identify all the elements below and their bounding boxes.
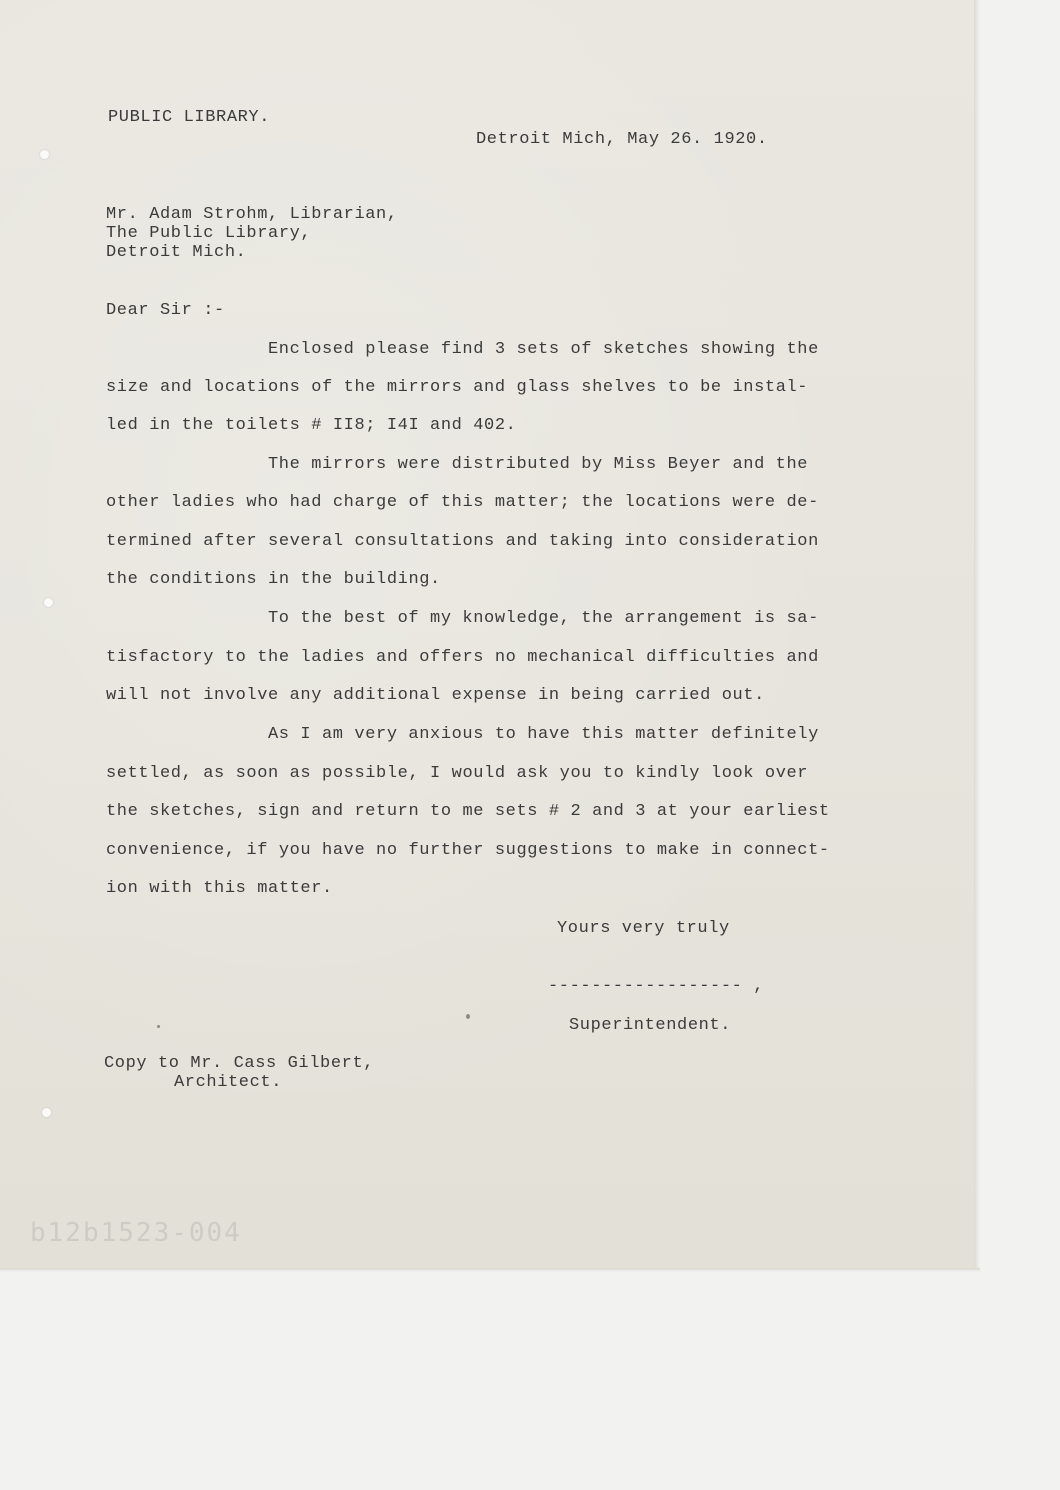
recipient-line: The Public Library, <box>106 224 312 243</box>
body-line: tisfactory to the ladies and offers no mechanical difficulties and <box>106 648 819 667</box>
copy-to-line: Architect. <box>174 1073 283 1092</box>
body-line: will not involve any additional expense in being carried out. <box>106 686 765 705</box>
salutation: Dear Sir :- <box>106 301 225 320</box>
body-line: other ladies who had charge of this matter; the locations were de- <box>106 493 819 512</box>
closing: Yours very truly <box>557 919 730 938</box>
body-line: termined after several consultations and taking into consideration <box>106 532 819 551</box>
paper-edge <box>974 0 980 1268</box>
copy-to-line: Copy to Mr. Cass Gilbert, <box>104 1054 375 1073</box>
punch-hole <box>44 598 53 607</box>
body-line: size and locations of the mirrors and glass shelves to be instal- <box>106 378 809 397</box>
body-line: the sketches, sign and return to me sets # 2 and 3 at your earliest <box>106 802 830 821</box>
letterhead: PUBLIC LIBRARY. <box>108 108 271 127</box>
body-line: the conditions in the building. <box>106 570 441 589</box>
body-line: led in the toilets # II8; I4I and 402. <box>106 416 517 435</box>
signature-line: ------------------ , <box>548 977 765 996</box>
punch-hole <box>40 150 49 159</box>
signature-title: Superintendent. <box>569 1016 732 1035</box>
body-line: ion with this matter. <box>106 879 333 898</box>
punch-hole <box>42 1108 51 1117</box>
recipient-line: Detroit Mich. <box>106 243 247 262</box>
ink-speck <box>466 1014 470 1019</box>
archive-stamp: b12b1523-004 <box>30 1218 242 1248</box>
recipient-line: Mr. Adam Strohm, Librarian, <box>106 205 398 224</box>
body-line: Enclosed please find 3 sets of sketches showing the <box>268 340 819 359</box>
body-line: settled, as soon as possible, I would ask you to kindly look over <box>106 764 809 783</box>
body-line: convenience, if you have no further suggestions to make in connect- <box>106 841 830 860</box>
body-line: To the best of my knowledge, the arrangement is sa- <box>268 609 819 628</box>
body-line: The mirrors were distributed by Miss Beyer and the <box>268 455 809 474</box>
body-line: As I am very anxious to have this matter definitely <box>268 725 819 744</box>
ink-speck <box>157 1025 160 1028</box>
dateline: Detroit Mich, May 26. 1920. <box>476 130 768 149</box>
paper-edge <box>0 1268 980 1272</box>
